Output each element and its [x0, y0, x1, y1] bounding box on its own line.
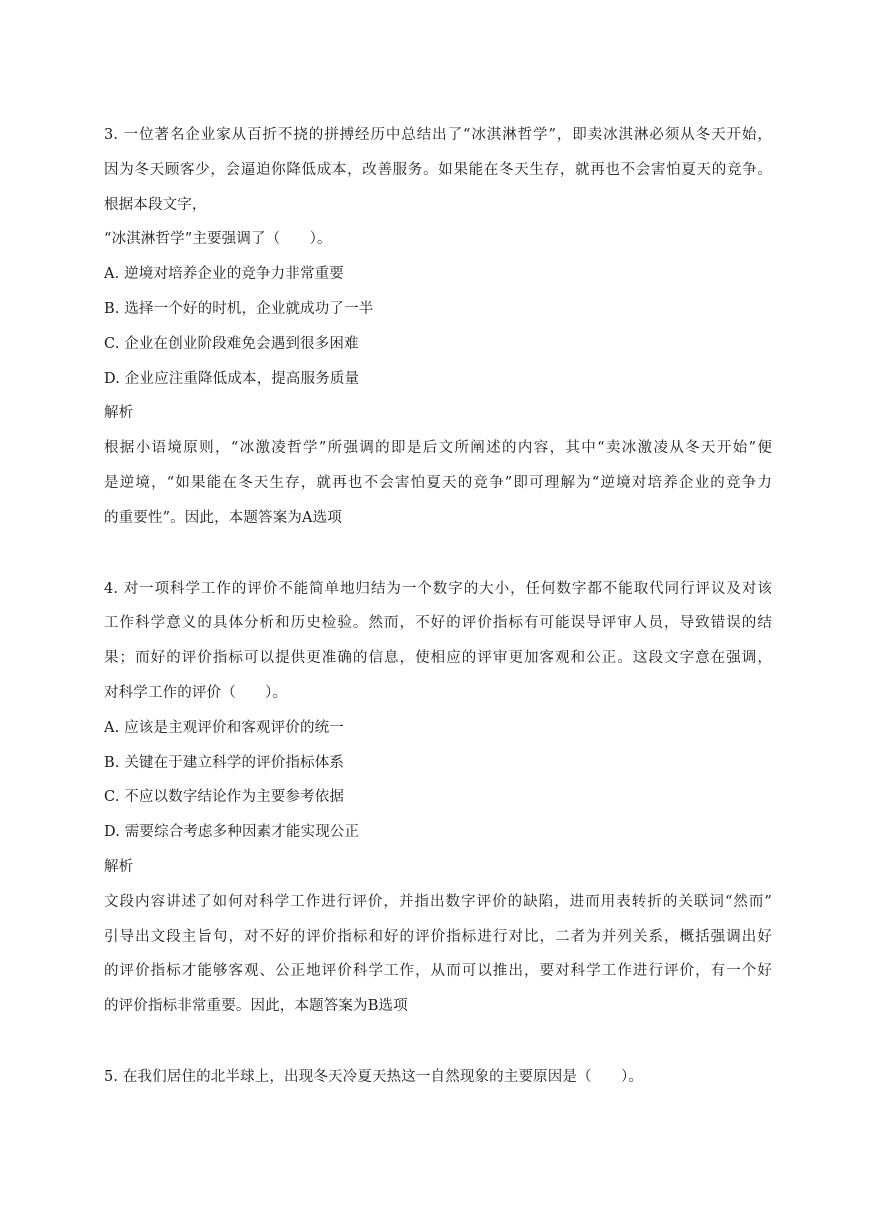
option-c: C. 企业在创业阶段难免会遇到很多困难	[104, 335, 359, 352]
analysis-line: 根据小语境原则，“冰激凌哲学”所强调的即是后文所阐述的内容，其中“卖冰激凌从冬天开始”便	[104, 440, 772, 457]
option-a: A. 逆境对培养企业的竞争力非常重要	[104, 266, 344, 283]
option-d: D. 需要综合考虑多种因素才能实现公正	[104, 824, 360, 841]
question-stem-line: 工作科学意义的具体分析和历史检验。然而，不好的评价指标有可能误导评审人员，导致错误的结	[104, 615, 772, 632]
analysis-line: 的重要性”。因此，本题答案为A选项	[104, 509, 342, 526]
option-d: D. 企业应注重降低成本，提高服务质量	[104, 370, 360, 387]
question-stem-line: 果；而好的评价指标可以提供更准确的信息，使相应的评审更加客观和公正。这段文字意在强调，	[104, 650, 772, 667]
question-stem-line: 因为冬天顾客少，会逼迫你降低成本，改善服务。如果能在冬天生存，就再也不会害怕夏天的竞争。	[104, 161, 772, 178]
option-c: C. 不应以数字结论作为主要参考依据	[104, 789, 344, 806]
question-stem-line: “冰淇淋哲学”主要强调了（ ）。	[104, 231, 332, 248]
analysis-line: 文段内容讲述了如何对科学工作进行评价，并指出数字评价的缺陷，进而用表转折的关联词“然而”	[104, 893, 772, 910]
question-stem-line: 5. 在我们居住的北半球上，出现冬天冷夏天热这一自然现象的主要原因是（ ）。	[104, 1068, 644, 1085]
analysis-line: 是逆境，“如果能在冬天生存，就再也不会害怕夏天的竞争”即可理解为“逆境对培养企业的竞争力	[104, 474, 772, 491]
analysis-label: 解析	[104, 405, 134, 422]
question-stem-line: 对科学工作的评价（ ）。	[104, 684, 288, 701]
question-4	[104, 572, 772, 1024]
spacer	[104, 1024, 772, 1060]
question-5	[104, 1060, 772, 1095]
analysis-label: 解析	[104, 858, 134, 875]
option-b: B. 选择一个好的时机，企业就成功了一半	[104, 300, 374, 317]
analysis-line: 的评价指标非常重要。因此，本题答案为B选项	[104, 998, 408, 1015]
question-stem-line: 3. 一位著名企业家从百折不挠的拼搏经历中总结出了“冰淇淋哲学”，即卖冰淇淋必须从冬天开始，	[104, 127, 772, 143]
question-stem-line: 根据本段文字，	[104, 196, 207, 213]
option-b: B. 关键在于建立科学的评价指标体系	[104, 754, 345, 771]
question-3	[104, 118, 772, 536]
spacer	[104, 536, 772, 572]
analysis-line: 引导出文段主旨句，对不好的评价指标和好的评价指标进行对比，二者为并列关系，概括强调出好	[104, 928, 772, 945]
question-stem-line: 4. 对一项科学工作的评价不能简单地归结为一个数字的大小，任何数字都不能取代同行评议及对该	[104, 580, 772, 597]
option-a: A. 应该是主观评价和客观评价的统一	[104, 719, 344, 736]
analysis-line: 的评价指标才能够客观、公正地评价科学工作，从而可以推出，要对科学工作进行评价，有一个好	[104, 963, 772, 980]
document-page	[104, 118, 772, 1095]
